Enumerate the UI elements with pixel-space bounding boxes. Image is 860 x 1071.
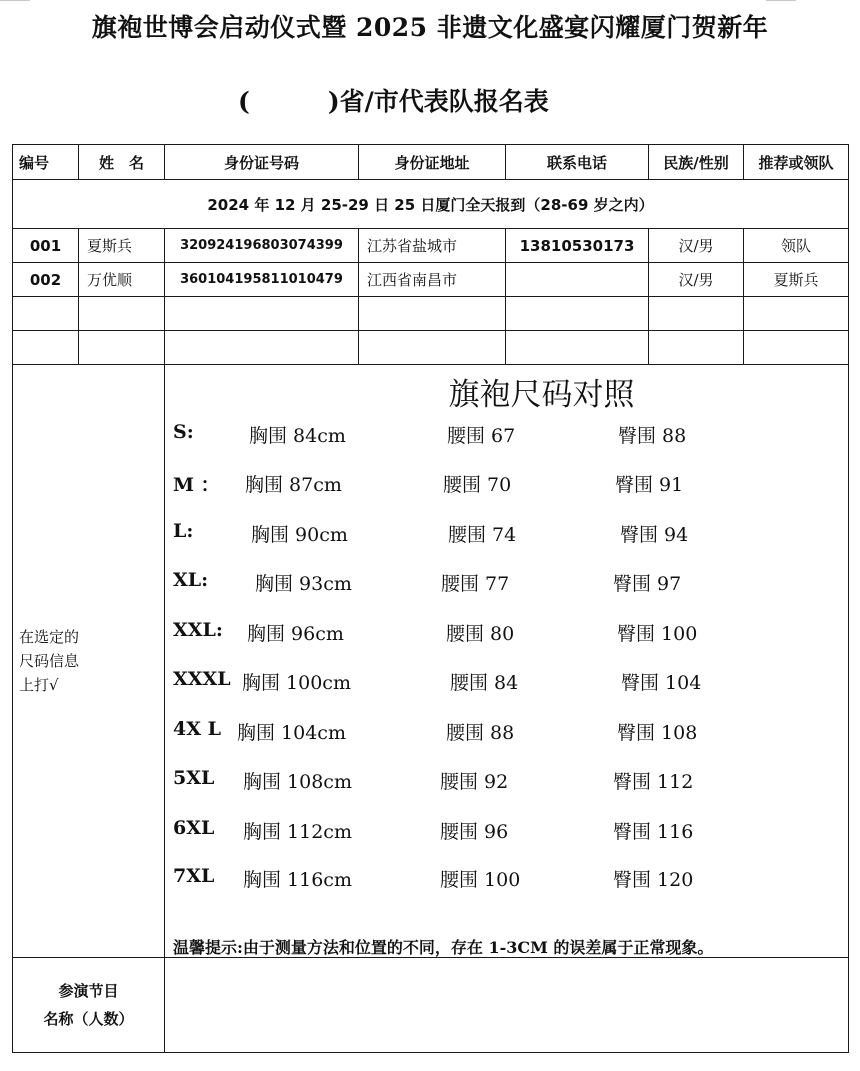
cell-number[interactable]: 001 (13, 229, 79, 263)
size-bust: 胸围 87cm (245, 474, 342, 496)
size-bust: 胸围 104cm (237, 722, 346, 744)
program-label-line: 名称（人数） (43, 1010, 134, 1028)
size-option[interactable] (173, 421, 833, 451)
size-hip: 臀围 120 (613, 869, 694, 891)
size-section-row (13, 365, 849, 958)
header-id-address: 身份证地址 (359, 145, 506, 180)
header-number: 编号 (13, 145, 79, 180)
size-option[interactable] (173, 470, 833, 500)
size-bust: 胸围 100cm (242, 672, 351, 694)
program-input[interactable] (165, 958, 849, 1053)
cell-id-address[interactable]: 江西省南昌市 (359, 263, 506, 297)
header-name: 姓 名 (79, 145, 165, 180)
size-hip: 臀围 91 (615, 474, 684, 496)
size-code: M ： (173, 474, 220, 496)
program-label (13, 958, 165, 1053)
header-role: 推荐或领队 (744, 145, 849, 180)
empty-cell[interactable] (13, 297, 79, 331)
cell-role[interactable]: 夏斯兵 (744, 263, 849, 297)
size-instruction-line: 在选定的 (19, 628, 80, 646)
size-hip: 臀围 116 (613, 821, 694, 843)
size-waist: 腰围 67 (447, 425, 516, 447)
size-option[interactable] (173, 865, 833, 895)
empty-cell[interactable] (165, 331, 359, 365)
size-hip: 臀围 94 (620, 524, 689, 546)
size-code: 7XL (173, 865, 215, 887)
empty-cell[interactable] (649, 297, 744, 331)
empty-cell[interactable] (744, 331, 849, 365)
size-instruction-line: 尺码信息 (19, 652, 80, 670)
size-waist: 腰围 70 (443, 474, 512, 496)
header-ethnic-gender: 民族/性别 (649, 145, 744, 180)
header-phone: 联系电话 (506, 145, 649, 180)
size-bust: 胸围 108cm (243, 771, 352, 793)
empty-cell[interactable] (13, 331, 79, 365)
cell-phone[interactable]: 13810530173 (506, 229, 649, 263)
size-code: L: (173, 520, 194, 542)
size-bust: 胸围 116cm (243, 869, 352, 891)
size-instruction (13, 365, 165, 958)
size-code: XXL: (173, 619, 223, 641)
size-waist: 腰围 74 (448, 524, 517, 546)
size-option[interactable] (173, 718, 833, 748)
program-row (13, 958, 849, 1053)
cell-id-number[interactable]: 360104195811010479 (165, 263, 359, 297)
size-option[interactable] (173, 520, 833, 550)
date-row (13, 180, 849, 229)
program-label-line: 参演节目 (58, 982, 119, 1000)
empty-cell[interactable] (79, 297, 165, 331)
size-code: XL: (173, 569, 209, 591)
size-code: S: (173, 421, 194, 443)
empty-cell[interactable] (649, 331, 744, 365)
size-code: 4X L (173, 718, 221, 740)
cell-phone[interactable] (506, 263, 649, 297)
size-hip: 臀围 112 (613, 771, 694, 793)
event-date-line: 2024 年 12 月 25-29 日 25 日厦门全天报到（28-69 岁之内） (13, 180, 849, 229)
size-waist: 腰围 100 (440, 869, 521, 891)
document-title: 旗袍世博会启动仪式暨 2025 非遗文化盛宴闪耀厦门贺新年 (91, 13, 769, 42)
header-id-number: 身份证号码 (165, 145, 359, 180)
size-waist: 腰围 84 (450, 672, 519, 694)
size-waist: 腰围 96 (440, 821, 509, 843)
size-bust: 胸围 96cm (247, 623, 344, 645)
size-bust: 胸围 93cm (255, 573, 352, 595)
size-bust: 胸围 112cm (243, 821, 352, 843)
size-waist: 腰围 77 (441, 573, 510, 595)
page-edge-mark-left (0, 0, 30, 1)
empty-cell[interactable] (359, 331, 506, 365)
size-option[interactable] (173, 817, 833, 847)
form-subtitle (238, 82, 549, 118)
size-bust: 胸围 84cm (249, 425, 346, 447)
cell-number[interactable]: 002 (13, 263, 79, 297)
size-hip: 臀围 88 (618, 425, 687, 447)
header-row (13, 145, 849, 180)
cell-id-address[interactable]: 江苏省盐城市 (359, 229, 506, 263)
size-option[interactable] (173, 569, 833, 599)
size-waist: 腰围 92 (440, 771, 509, 793)
size-bust: 胸围 90cm (251, 524, 348, 546)
size-code: XXXL (173, 668, 231, 690)
registration-table (12, 144, 849, 1053)
size-hip: 臀围 104 (621, 672, 702, 694)
cell-name[interactable]: 夏斯兵 (79, 229, 165, 263)
size-chart (165, 365, 849, 958)
size-hip: 臀围 100 (617, 623, 698, 645)
size-waist: 腰围 80 (446, 623, 515, 645)
size-option[interactable] (173, 767, 833, 797)
empty-cell[interactable] (506, 331, 649, 365)
page-edge-mark-right (766, 0, 796, 1)
size-option[interactable] (173, 668, 833, 698)
empty-cell[interactable] (506, 297, 649, 331)
table-row (13, 263, 849, 297)
size-hip: 臀围 97 (613, 573, 682, 595)
cell-role[interactable]: 领队 (744, 229, 849, 263)
form-subtitle-text: )省/市代表队报名表 (327, 87, 549, 116)
size-waist: 腰围 88 (446, 722, 515, 744)
size-code: 5XL (173, 767, 215, 789)
empty-table-row (13, 297, 849, 331)
cell-id-number[interactable]: 320924196803074399 (165, 229, 359, 263)
size-code: 6XL (173, 817, 215, 839)
table-row (13, 229, 849, 263)
cell-ethnic-gender[interactable]: 汉/男 (649, 229, 744, 263)
empty-cell[interactable] (165, 297, 359, 331)
empty-table-row (13, 331, 849, 365)
size-chart-title: 旗袍尺码对照 (448, 377, 635, 413)
size-option[interactable] (173, 619, 833, 649)
size-tolerance-note: 温馨提示:由于测量方法和位置的不同，存在 1-3CM 的误差属于正常现象。 (173, 938, 714, 957)
empty-cell[interactable] (744, 297, 849, 331)
cell-name[interactable]: 万优顺 (79, 263, 165, 297)
size-hip: 臀围 108 (617, 722, 698, 744)
size-instruction-line: 上打√ (19, 676, 59, 694)
empty-cell[interactable] (359, 297, 506, 331)
empty-cell[interactable] (79, 331, 165, 365)
cell-ethnic-gender[interactable]: 汉/男 (649, 263, 744, 297)
province-open-paren: ( (238, 87, 250, 116)
